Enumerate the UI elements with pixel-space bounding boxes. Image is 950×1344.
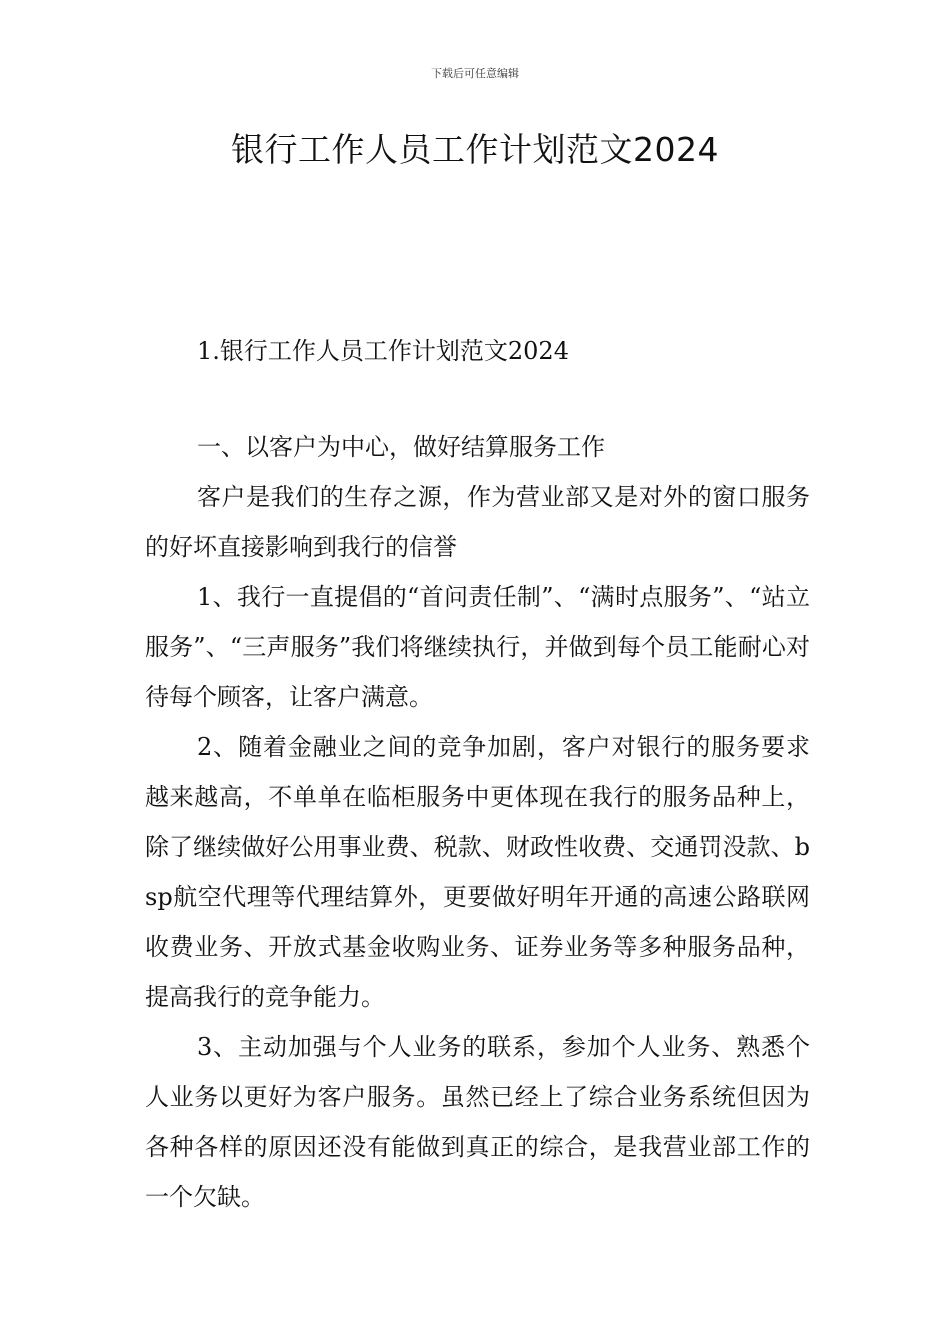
paragraph: 2、随着金融业之间的竞争加剧，客户对银行的服务要求越来越高，不单单在临柜服务中更体现在我行的服务品种上，除了继续做好公用事业费、税款、财政性收费、交通罚没款、bsp航空代理等代理结算外，更要做好明年开通的高速公路联网收费业务、开放式基金收购业务、证券业务等多种服务品种，提高我行的竞争能力。 — [145, 733, 810, 1011]
paragraph: 3、主动加强与个人业务的联系，参加个人业务、熟悉个人业务以更好为客户服务。虽然已经上了综合业务系统但因为各种各样的原因还没有能做到真正的综合，是我营业部工作的一个欠缺。 — [145, 1033, 810, 1211]
paragraph-heading-1: 一、以客户为中心，做好结算服务工作 — [197, 433, 605, 461]
document-title: 银行工作人员工作计划范文2024 — [231, 130, 719, 169]
paragraph: 客户是我们的生存之源，作为营业部又是对外的窗口服务的好坏直接影响到我行的信誉 — [145, 483, 810, 561]
paragraph: 1、我行一直提倡的“首问责任制”、“满时点服务”、“站立服务”、“三声服务”我们将继续执行，并做到每个员工能耐心对待每个顾客，让客户满意。 — [145, 583, 810, 711]
document-body — [145, 422, 810, 1222]
section-heading: 1.银行工作人员工作计划范文2024 — [197, 337, 569, 365]
header-note: 下载后可任意编辑 — [431, 67, 519, 80]
